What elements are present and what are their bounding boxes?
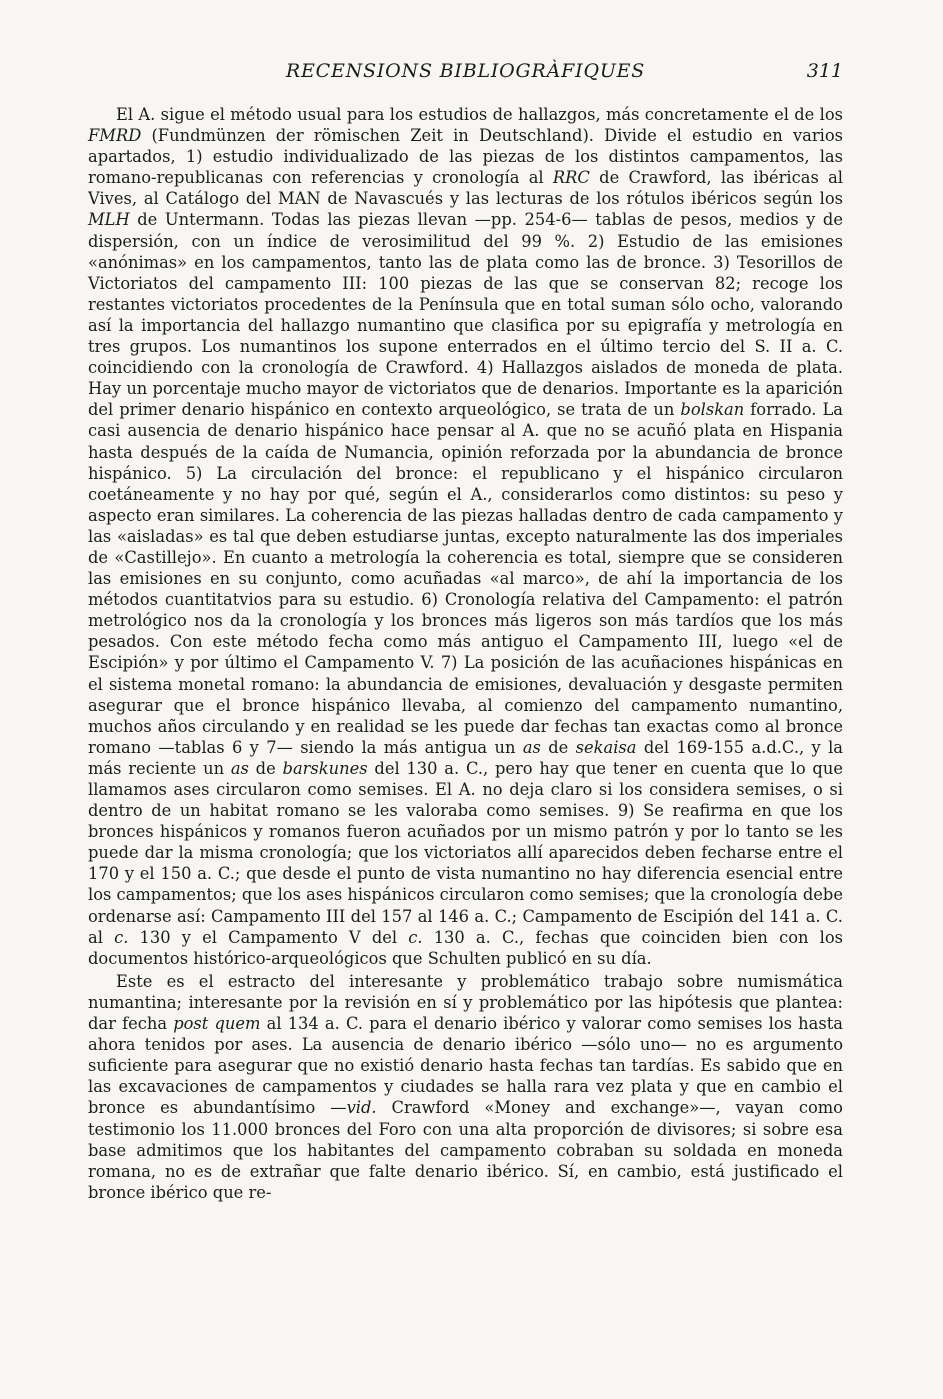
paragraph-1: El A. sigue el método usual para los estudios de hallazgos, más concretamente el de los FMRD (Fundmünzen der römischen Zeit in Deutschland). Divide el estudio en varios apartados, 1) estudio individualizado de las piezas de los distintos campamentos, las romano-republicanas con referencias y cronología al RRC de Crawford, las ibéricas al Vives, al Catálogo del MAN de Navascués y las lecturas de los rótulos ibéricos según los MLH de Untermann. Todas las piezas llevan —pp. 254-6— tablas de pesos, medios y de dispersión, con un índice de verosimilitud del 99 %. 2) Estudio de las emisiones «anónimas» en los campamentos, tanto las de plata como las de bronce. 3) Tesorillos de Victoriatos del campamento III: 100 piezas de las que se conservan 82; recoge los restantes victoriatos procedentes de la Península que en total suman sólo ocho, valorando así la importancia del hallazgo numantino que clasifica por su epigrafía y metrología en tres grupos. Los numantinos los supone enterrados en el último tercio del S. II a. C. coincidiendo con la cronología de Crawford. 4) Hallazgos aislados de moneda de plata. Hay un porcentaje mucho mayor de victoriatos que de denarios. Importante es la aparición del primer denario hispánico en contexto arqueológico, se trata de un bolskan forrado. La casi ausencia de denario hispánico hace pensar al A. que no se acuñó plata en Hispania hasta después de la caída de Numancia, opinión reforzada por la abundancia de bronce hispánico. 5) La circulación del bronce: el republicano y el hispánico circularon coetáneamente y no hay por qué, según el A., considerarlos como distintos: su peso y aspecto eran similares. La coherencia de las piezas halladas dentro de cada campamento y las «aisladas» es tal que deben estudiarse juntas, excepto naturalmente las dos imperiales de «Castillejo». En cuanto a metrología la coherencia es total, siempre que se consideren las emisiones en su conjunto, como acuñadas «al marco», de ahí la importancia de los métodos cuantitatvios para su estudio. 6) Cronología relativa del Campamento: el patrón metrológico nos da la cronología y los bronces más ligeros son más tardíos que los más pesados. Con este método fecha como más antiguo el Campamento III, luego «el de Escipión» y por último el Campamento V. 7) La posición de las acuñaciones hispánicas en el sistema monetal romano: la abundancia de emisiones, devaluación y desgaste permiten asegurar que el bronce hispánico llevaba, al comienzo del campamento numantino, muchos años circulando y en realidad se les puede dar fechas tan exactas como al bronce romano —tablas 6 y 7— siendo la más antigua un as de sekaisa del 169-155 a.d.C., y la más reciente un as de barskunes del 130 a. C., pero hay que tener en cuenta que lo que llamamos ases circularon como semises. El A. no deja claro si los considera semises, o si dentro de un habitat romano se les valoraba como semises. 9) Se reafirma en que los bronces hispánicos y romanos fueron acuñados por un mismo patrón y por lo tanto se les puede dar la misma cronología; que los victoriatos allí aparecidos deben fecharse entre el 170 y el 150 a. C.; que desde el punto de vista numantino no hay diferencia esencial entre los campamentos; que los ases hispánicos circularon como semises; que la cronología debe ordenarse así: Campamento III del 157 al 146 a. C.; Campamento de Escipión del 141 a. C. al c. 130 y el Campamento V del c. 130 a. C., fechas que coinciden bien con los documentos histórico-arqueológicos que Schulten publicó en su día. xyxy=(88,105,844,968)
italic-term: c. xyxy=(114,927,129,947)
italic-term: sekaisa xyxy=(575,737,637,757)
body-text xyxy=(88,104,843,1203)
italic-term: c. xyxy=(408,927,423,947)
italic-term: as xyxy=(522,737,541,757)
italic-term: barskunes xyxy=(282,758,368,778)
page-number: 311 xyxy=(806,60,843,82)
italic-term: bolskan xyxy=(680,400,745,420)
page-header xyxy=(88,60,843,94)
italic-term: post quem xyxy=(173,1014,261,1034)
running-title: RECENSIONS BIBLIOGRÀFIQUES xyxy=(285,60,646,82)
italic-term: MLH xyxy=(88,210,130,230)
italic-term: FMRD xyxy=(88,126,142,146)
italic-term: vid. xyxy=(346,1098,377,1118)
paragraph-2: Este es el estracto del interesante y problemático trabajo sobre numismática numantina; interesante por la revisión en sí y problemático por las hipótesis que plantea: dar fecha post quem al 134 a. C. para el denario ibérico y valorar como semises los hasta ahora tenidos por ases. La ausencia de denario ibérico —sólo uno— no es argumento suficiente para asegurar que no existió denario hasta fechas tan tardías. Es sabido que en las excavaciones de campamentos y ciudades se halla rara vez plata y que en cambio el bronce es abundantísimo —vid. Crawford «Money and exchange»—, vayan como testimonio los 11.000 bronces del Foro con una alta proporción de divisores; si sobre esa base admitimos que los habitantes del campamento cobraban su soldada en moneda romana, no es de extrañar que falte denario ibérico. Sí, en cambio, está justificado el bronce ibérico que re- xyxy=(88,971,843,1202)
italic-term: RRC xyxy=(552,168,590,188)
document-page xyxy=(88,60,843,1203)
italic-term: as xyxy=(230,758,249,778)
